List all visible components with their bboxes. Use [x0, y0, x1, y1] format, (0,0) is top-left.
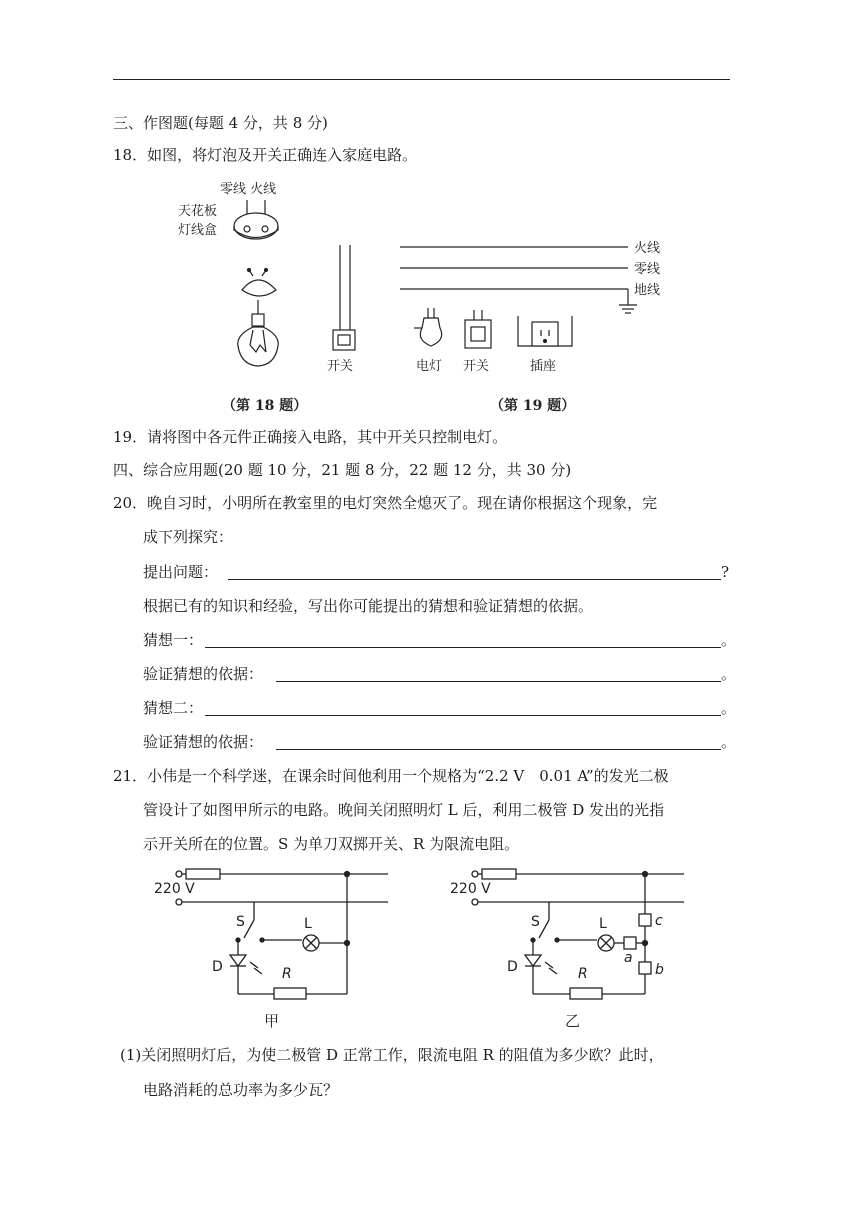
switch-label-yi: S [531, 914, 540, 930]
ask-end: ? [721, 563, 730, 581]
voltage-label-yi: 220 V [450, 881, 491, 897]
diode-label-yi: D [507, 959, 518, 975]
period-3: 。 [721, 699, 737, 717]
label-c: c [655, 913, 663, 929]
terminal-b-icon [639, 962, 651, 974]
ceiling-box-icon [234, 200, 278, 239]
resistor-r-icon [274, 988, 306, 999]
resistor-label-yi: R [578, 966, 588, 982]
answer-blank-basis1[interactable] [276, 681, 721, 682]
neutral-live-label: 零线 火线 [220, 182, 277, 197]
live-label: 火线 [634, 241, 661, 256]
section3-heading: 三、作图题(每题 4 分，共 8 分) [113, 114, 328, 132]
answer-blank-guess2[interactable] [205, 715, 721, 716]
circuit-diagrams [148, 862, 700, 1034]
ask-label: 提出问题： [143, 563, 219, 581]
switch-icon [465, 310, 491, 348]
diode-d-icon [525, 955, 541, 966]
question-20-line2: 成下列探究： [143, 528, 234, 546]
socket19-label: 插座 [530, 359, 557, 374]
guess2-label: 猜想二： [143, 699, 204, 717]
switch-s-icon [244, 920, 254, 938]
resistor-label-jia: R [282, 966, 292, 982]
diode-label-jia: D [212, 959, 223, 975]
caption-19: （第 19 题） [490, 398, 576, 414]
terminal-c-icon [639, 914, 651, 926]
label-b: b [655, 962, 664, 978]
section4-heading: 四、综合应用题(20 题 10 分，21 题 8 分，22 题 12 分，共 30 分) [113, 461, 572, 479]
basis1-label: 验证猜想的依据： [143, 665, 264, 683]
answer-blank-guess1[interactable] [205, 647, 721, 648]
top-rule [113, 79, 730, 80]
basis2-label: 验证猜想的依据： [143, 733, 264, 751]
fuse-icon [482, 869, 516, 879]
label-a: a [624, 950, 633, 966]
question-21-sub1-line2: 电路消耗的总功率为多少瓦？ [143, 1081, 339, 1099]
lamp-icon [414, 308, 442, 346]
neutral-label: 零线 [634, 262, 661, 277]
lamp-label-yi: L [599, 916, 607, 932]
caption-18: （第 18 题） [222, 398, 308, 414]
question-21-line3: 示开关所在的位置。S 为单刀双掷开关、R 为限流电阻。 [143, 835, 520, 853]
question-20-line1: 20．晚自习时，小明所在教室里的电灯突然全熄灭了。现在请你根据这个现象，完 [113, 494, 658, 512]
lamp19-label: 电灯 [416, 359, 443, 374]
guess1-label: 猜想一： [143, 631, 204, 649]
switch-s-icon [539, 920, 549, 938]
terminal-a-icon [624, 937, 636, 949]
period-2: 。 [721, 665, 737, 683]
period-1: 。 [721, 631, 737, 649]
caption-yi: 乙 [565, 1012, 581, 1030]
bulb-icon [238, 269, 278, 367]
period-4: 。 [721, 733, 737, 751]
switch-icon [333, 330, 355, 350]
q20-intro: 根据已有的知识和经验，写出你可能提出的猜想和验证猜想的依据。 [143, 597, 594, 615]
question-18: 18．如图，将灯泡及开关正确连入家庭电路。 [113, 146, 418, 164]
resistor-r-icon [570, 988, 602, 999]
ceiling-label-1: 天花板 [178, 204, 218, 219]
figure-18-19 [160, 172, 700, 420]
socket-icon [518, 316, 572, 346]
question-19: 19．请将图中各元件正确接入电路，其中开关只控制电灯。 [113, 428, 508, 446]
question-21-sub1-line1: (1)关闭照明灯后，为使二极管 D 正常工作，限流电阻 R 的阻值为多少欧？此时， [120, 1046, 664, 1064]
voltage-label-jia: 220 V [154, 881, 195, 897]
question-21-line1: 21．小伟是一个科学迷，在课余时间他利用一个规格为“2.2 V 0.01 A”的发光二极 [113, 767, 669, 785]
switch19-label: 开关 [463, 359, 490, 374]
answer-blank-question[interactable] [228, 579, 721, 580]
answer-blank-basis2[interactable] [276, 749, 721, 750]
switch18-label: 开关 [327, 359, 354, 374]
diode-d-icon [230, 955, 246, 966]
question-21-line2: 管设计了如图甲所示的电路。晚间关闭照明灯 L 后，利用二极管 D 发出的光指 [143, 801, 665, 819]
switch-label-jia: S [236, 914, 245, 930]
fuse-icon [186, 869, 220, 879]
caption-jia: 甲 [264, 1012, 280, 1030]
lamp-label-jia: L [304, 916, 312, 932]
ceiling-label-2: 灯线盒 [178, 223, 218, 238]
ground-label: 地线 [634, 283, 661, 298]
